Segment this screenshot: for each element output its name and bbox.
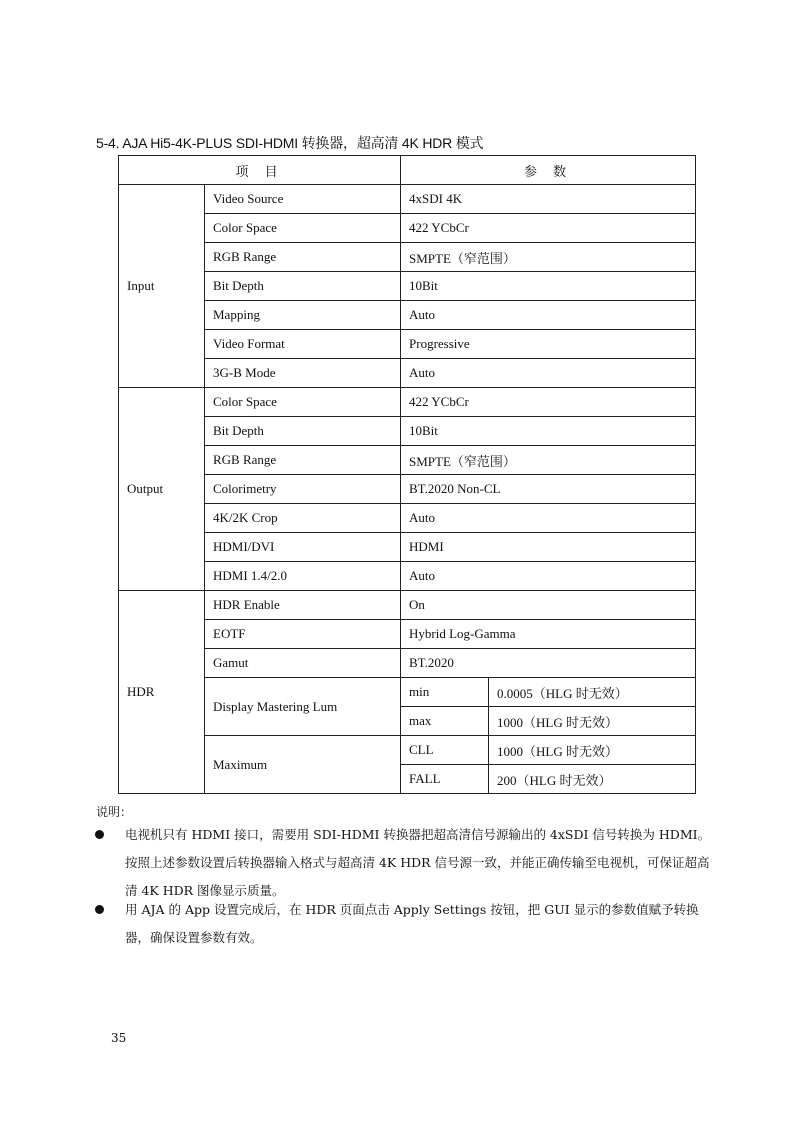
item-label: RGB Range	[205, 446, 401, 475]
notes-heading: 说明：	[96, 805, 133, 819]
section-title: 5-4. AJA Hi5-4K-PLUS SDI-HDMI 转换器，超高清 4K HDR 模式	[96, 135, 484, 151]
table-row	[119, 562, 696, 591]
param-value: SMPTE（窄范围）	[401, 446, 696, 475]
param-value: 10Bit	[401, 272, 696, 301]
table-row	[119, 649, 696, 678]
param-value: HDMI	[401, 533, 696, 562]
table-row	[119, 736, 696, 765]
item-label: Gamut	[205, 649, 401, 678]
item-label: Color Space	[205, 214, 401, 243]
item-label: HDMI 1.4/2.0	[205, 562, 401, 591]
param-value: Auto	[401, 504, 696, 533]
param-value: Auto	[401, 562, 696, 591]
param-value: BT.2020 Non-CL	[401, 475, 696, 504]
param-value: 4xSDI 4K	[401, 185, 696, 214]
table-row	[119, 301, 696, 330]
param-value: 200（HLG 时无效）	[489, 765, 696, 794]
param-value: On	[401, 591, 696, 620]
sub-key: max	[401, 707, 489, 736]
group-label: Output	[119, 388, 205, 591]
sub-key: CLL	[401, 736, 489, 765]
table-row	[119, 388, 696, 417]
param-value: Auto	[401, 301, 696, 330]
table-row	[119, 417, 696, 446]
table-row	[119, 678, 696, 707]
param-value: 10Bit	[401, 417, 696, 446]
param-value: 0.0005（HLG 时无效）	[489, 678, 696, 707]
page-number: 35	[111, 1031, 127, 1045]
group-label: HDR	[119, 591, 205, 794]
item-label: Color Space	[205, 388, 401, 417]
item-label: Mapping	[205, 301, 401, 330]
bullet-icon	[95, 905, 104, 914]
item-label: EOTF	[205, 620, 401, 649]
param-value: Auto	[401, 359, 696, 388]
sub-key: min	[401, 678, 489, 707]
item-label: 4K/2K Crop	[205, 504, 401, 533]
table-row	[119, 591, 696, 620]
note-item: 电视机只有 HDMI 接口，需要用 SDI-HDMI 转换器把超高清信号源输出的 4xSDI 信号转换为 HDMI。按照上述参数设置后转换器输入格式与超高清 4K HDR 信号源一致，并能正确传输至电视机，可保证超高清 4K HDR 图像显示质量。	[125, 821, 715, 905]
table-row	[119, 214, 696, 243]
param-value: Progressive	[401, 330, 696, 359]
param-value: 1000（HLG 时无效）	[489, 736, 696, 765]
table-row	[119, 620, 696, 649]
table-row	[119, 504, 696, 533]
table-row	[119, 330, 696, 359]
item-label: Bit Depth	[205, 417, 401, 446]
settings-table	[118, 155, 696, 794]
table-row	[119, 359, 696, 388]
param-value: 1000（HLG 时无效）	[489, 707, 696, 736]
param-value: 422 YCbCr	[401, 388, 696, 417]
item-label: Bit Depth	[205, 272, 401, 301]
param-value: BT.2020	[401, 649, 696, 678]
item-label: HDMI/DVI	[205, 533, 401, 562]
item-label: Video Source	[205, 185, 401, 214]
header-item: 项 目	[119, 156, 401, 185]
table-row	[119, 446, 696, 475]
bullet-icon	[95, 830, 104, 839]
item-label: Colorimetry	[205, 475, 401, 504]
table-row	[119, 243, 696, 272]
table-row	[119, 272, 696, 301]
table-row	[119, 185, 696, 214]
table-row	[119, 475, 696, 504]
item-label: 3G-B Mode	[205, 359, 401, 388]
note-item: 用 AJA 的 App 设置完成后，在 HDR 页面点击 Apply Settings 按钮，把 GUI 显示的参数值赋予转换器，确保设置参数有效。	[125, 896, 715, 952]
table-row	[119, 533, 696, 562]
table-header-row	[119, 156, 696, 185]
param-value: Hybrid Log-Gamma	[401, 620, 696, 649]
item-label: HDR Enable	[205, 591, 401, 620]
item-label: Video Format	[205, 330, 401, 359]
item-label: RGB Range	[205, 243, 401, 272]
sub-key: FALL	[401, 765, 489, 794]
item-label: Display Mastering Lum	[205, 678, 401, 736]
item-label: Maximum	[205, 736, 401, 794]
header-value: 参 数	[401, 156, 696, 185]
group-label: Input	[119, 185, 205, 388]
param-value: SMPTE（窄范围）	[401, 243, 696, 272]
param-value: 422 YCbCr	[401, 214, 696, 243]
